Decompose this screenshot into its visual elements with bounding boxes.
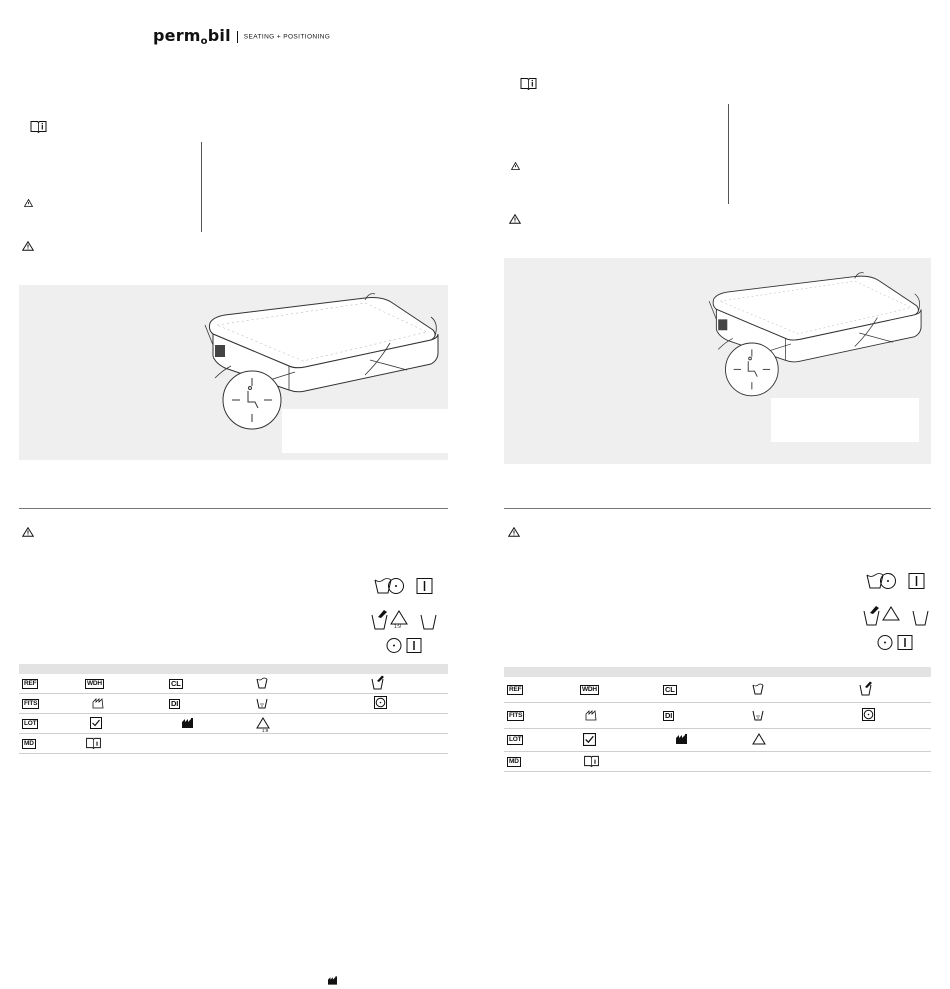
table-row [19,734,448,754]
right-warning-icon-care [508,527,520,537]
table-row [504,703,931,729]
table-row [19,714,448,734]
table-row [19,694,448,714]
left-column-divider [201,142,202,232]
lot-badge: LOT [24,719,37,727]
right-warning-icon [509,214,521,224]
tumble-dry-icon [862,708,875,721]
wash-basin-dots-icon [752,709,764,721]
right-warning-icon-small [511,162,520,170]
wdh-badge: WDH [582,685,597,693]
left-symbols-table [19,664,448,754]
table-row [504,752,931,772]
manufacturer-icon [676,734,687,744]
cl-badge: CL [665,684,675,694]
fits-badge: FITS [24,699,38,707]
manufacture-date-icon [92,697,104,709]
ref-badge: REF [509,685,522,693]
right-symbols-table [504,667,931,772]
left-care-icons-row3 [386,637,422,654]
right-care-icons-row1 [866,572,930,590]
di-badge: DI [665,710,673,720]
di-badge: DI [171,698,179,708]
checkmark-icon [583,733,596,746]
table-row [504,677,931,703]
right-care-icons-row2 [862,605,930,627]
manufacture-date-icon [585,709,597,721]
triangle-ratio: 1:9 [262,728,269,733]
wash-basin-dots-icon [256,697,268,709]
brand-wordmark: permobil [153,26,231,47]
right-care-icons-row3 [877,634,913,651]
wdh-badge: WDH [87,679,102,687]
md-badge: MD [509,757,519,765]
manufacturer-icon [182,718,193,728]
wash-basin-icon [752,683,764,695]
fits-badge: FITS [509,711,523,719]
left-care-icons-row2 [370,609,438,631]
lot-badge: LOT [509,736,522,743]
left-section-rule [19,508,448,509]
right-column-divider [728,104,729,204]
triangle-icon [256,717,270,729]
md-badge: MD [24,739,34,747]
left-warning-icon [22,241,34,251]
ref-badge: REF [24,679,37,687]
left-caption-box [282,409,448,453]
triangle-icon [752,733,766,745]
table-row [19,674,448,694]
left-instructions-book-icon [30,120,47,133]
brand-logo [153,26,330,46]
right-instructions-book-icon [520,77,537,90]
right-caption-box [771,398,919,442]
right-cushion-illustration [700,262,932,404]
tumble-dry-icon [374,696,387,709]
left-warning-icon-care [22,527,34,537]
checkmark-icon [90,717,102,729]
left-dilution-ratio: 1:9 [394,624,401,630]
instructions-icon [583,755,600,767]
cl-badge: CL [171,678,181,688]
table-row [504,729,931,752]
footer-manufacturer-icon [328,976,337,985]
brand-tagline: SEATING + POSITIONING [243,33,331,41]
right-section-rule [504,508,931,509]
instructions-icon [85,737,102,749]
left-care-icons-row1 [374,577,438,595]
left-warning-icon-small [24,199,33,207]
bleach-icon [371,675,385,690]
bleach-icon [859,681,873,696]
wash-basin-icon [256,677,268,689]
